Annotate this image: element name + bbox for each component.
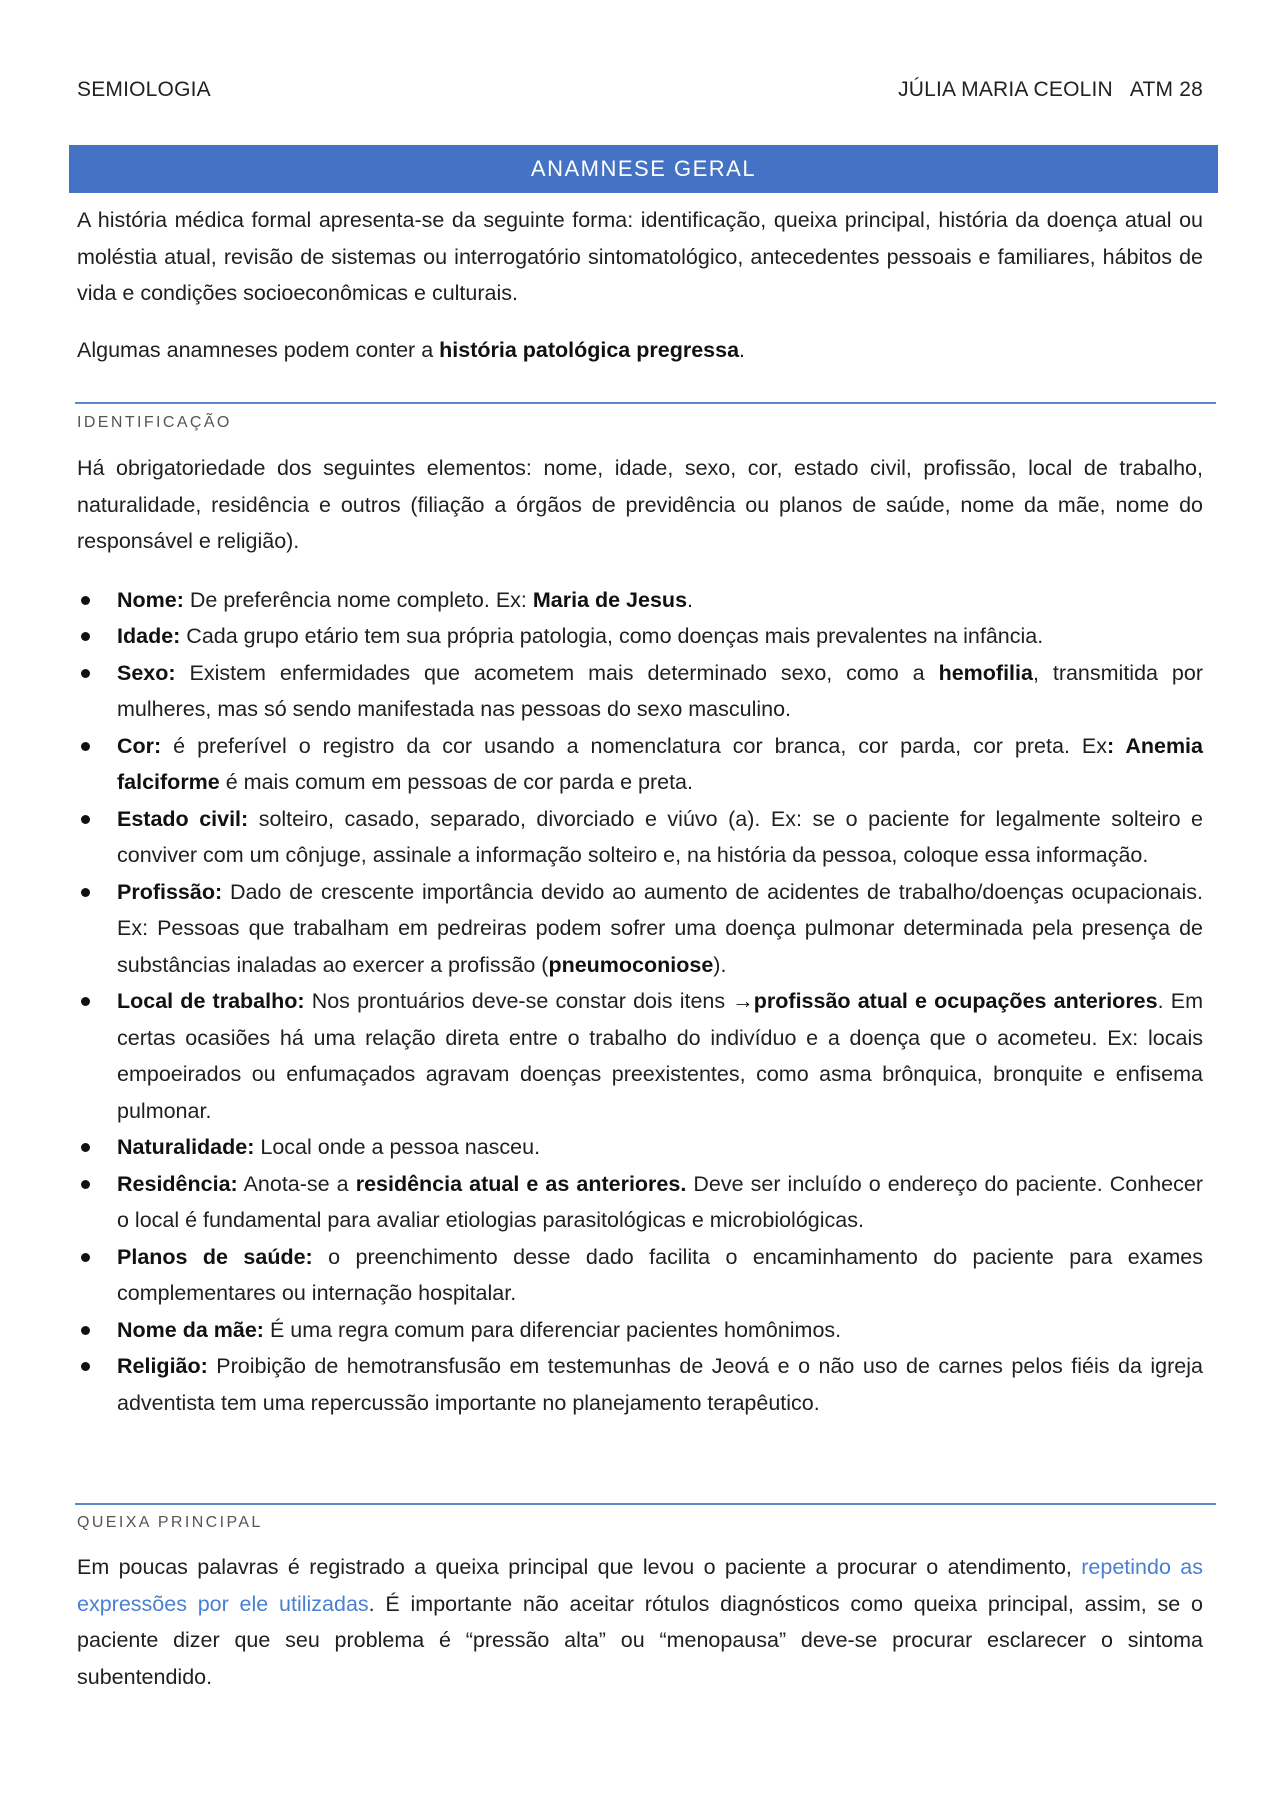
queixa-after: . É importante não aceitar rótulos diagnósticos como queixa principal, assim, se o paciente dizer que seu problema é “pressão alta” ou “menopausa” deve-se procurar esclarecer o sintoma subentendido. xyxy=(77,1591,1203,1689)
list-item-term: Nome da mãe: xyxy=(117,1317,264,1342)
header-course: SEMIOLOGIA xyxy=(77,78,211,101)
list-item-emphasis: pneumoconiose xyxy=(548,952,714,977)
section-divider xyxy=(75,402,1216,404)
list-item-emphasis: hemofilia xyxy=(938,660,1033,685)
bullet-icon xyxy=(81,596,90,605)
list-item-text: Anota-se a xyxy=(237,1171,356,1196)
bullet-icon xyxy=(81,1180,90,1189)
identificacao-intro: Há obrigatoriedade dos seguintes elementos: nome, idade, sexo, cor, estado civil, profissão, local de trabalho, naturalidade, residência e outros (filiação a órgãos de previdência ou planos de saúde, nome da mãe, nome do responsável e religião). xyxy=(77,456,1203,553)
list-item-emphasis: →profissão atual e ocupações anteriores xyxy=(732,989,1158,1013)
list-item xyxy=(77,655,1203,728)
list-item-text: ). xyxy=(713,952,727,977)
list-item-term: Planos de saúde: xyxy=(117,1244,313,1269)
section-divider xyxy=(75,1503,1216,1505)
bullet-icon xyxy=(81,888,90,897)
list-item-text: é mais comum em pessoas de cor parda e preta. xyxy=(219,770,693,794)
list-item-term: Residência: xyxy=(117,1171,238,1196)
list-item-text: Deve ser incluído o endereço do paciente. Conhecer o local é fundamental para avaliar etiologias parasitológicas e microbiológicas. xyxy=(117,1171,1203,1232)
bullet-icon xyxy=(81,1362,90,1371)
list-item-emphasis: Maria de Jesus xyxy=(532,587,688,612)
list-item xyxy=(77,582,1203,619)
list-item-term: Profissão: xyxy=(117,879,223,904)
bullet-icon xyxy=(81,997,90,1006)
list-item-term: Naturalidade: xyxy=(117,1135,255,1159)
list-item-text: , transmitida por mulheres, mas só sendo manifestada nas pessoas do sexo masculino. xyxy=(117,660,1203,721)
list-item-text: Dado de crescente importância devido ao aumento de acidentes de trabalho/doenças ocupacionais. Ex: Pessoas que trabalham em pedreiras podem sofrer uma doença pulmonar determinada pela presença de substâncias inaladas ao exercer a profissão ( xyxy=(117,879,1203,977)
queixa-before: Em poucas palavras é registrado a queixa principal que levou o paciente a procurar o atendimento, xyxy=(77,1555,1082,1579)
list-item-term: Religião: xyxy=(117,1354,208,1378)
list-item-term: Cor: xyxy=(117,733,162,758)
queixa-highlight: repetindo as expressões por ele utilizadas xyxy=(77,1555,1203,1616)
list-item xyxy=(77,1348,1203,1421)
list-item-text: É uma regra comum para diferenciar pacientes homônimos. xyxy=(263,1317,842,1342)
bullet-icon xyxy=(81,632,90,641)
bullet-icon xyxy=(81,1326,90,1335)
section-title-queixa: QUEIXA PRINCIPAL xyxy=(77,1514,263,1531)
queixa-section xyxy=(77,1549,1203,1695)
list-item xyxy=(77,618,1203,655)
list-item-text: solteiro, casado, separado, divorciado e viúvo (a). Ex: se o paciente for legalmente solteiro e conviver com um cônjuge, assinale a informação solteiro e, na história da pessoa, coloque essa informação. xyxy=(117,806,1203,867)
identificacao-section xyxy=(77,450,1203,1421)
section-title-identificacao: IDENTIFICAÇÃO xyxy=(77,414,232,431)
list-item xyxy=(77,1239,1203,1312)
identificacao-list xyxy=(77,582,1203,1422)
list-item-emphasis: residência atual e as anteriores. xyxy=(355,1171,687,1196)
page-title: ANAMNESE GERAL xyxy=(69,145,1218,193)
bullet-icon xyxy=(81,1143,90,1152)
list-item-text: Local onde a pessoa nasceu. xyxy=(254,1135,541,1159)
list-item-text: é preferível o registro da cor usando a nomenclatura cor branca, cor parda, cor preta. Ex xyxy=(161,733,1107,758)
bullet-icon xyxy=(81,1253,90,1262)
intro-section xyxy=(77,202,1203,368)
list-item-term: Sexo: xyxy=(117,660,176,685)
list-item-term: Idade: xyxy=(117,624,181,648)
list-item xyxy=(77,1129,1203,1166)
list-item-text: o preenchimento desse dado facilita o encaminhamento do paciente para exames complementares ou internação hospitalar. xyxy=(117,1244,1203,1305)
intro-p2-before: Algumas anamneses podem conter a xyxy=(77,337,440,362)
list-item xyxy=(77,983,1203,1129)
list-item-text: De preferência nome completo. Ex: xyxy=(183,587,533,612)
list-item-term: Local de trabalho: xyxy=(117,989,305,1013)
intro-paragraph-2 xyxy=(77,332,1203,369)
list-item-text: Cada grupo etário tem sua própria patologia, como doenças mais prevalentes na infância. xyxy=(180,624,1044,648)
list-item-term: Nome: xyxy=(117,587,184,612)
list-item-term: Estado civil: xyxy=(117,806,249,831)
list-item xyxy=(77,801,1203,874)
header-author: JÚLIA MARIA CEOLIN ATM 28 xyxy=(898,78,1203,101)
bullet-icon xyxy=(81,669,90,678)
list-item-text: Nos prontuários deve-se constar dois itens xyxy=(304,989,733,1013)
list-item xyxy=(77,1166,1203,1239)
intro-p2-bold: história patológica pregressa xyxy=(439,337,740,362)
page-header xyxy=(77,78,1203,108)
list-item xyxy=(77,874,1203,984)
list-item-text: . xyxy=(687,587,694,612)
bullet-icon xyxy=(81,742,90,751)
list-item-text: . Em certas ocasiões há uma relação direta entre o trabalho do indivíduo e a doença que o acometeu. Ex: locais empoeirados ou enfumaçados agravam doenças preexistentes, como asma brônquica, bronquite e enfisema pulmonar. xyxy=(117,989,1203,1123)
queixa-paragraph xyxy=(77,1549,1203,1695)
intro-p2-after: . xyxy=(739,337,746,362)
list-item-text: Existem enfermidades que acometem mais determinado sexo, como a xyxy=(175,660,939,685)
list-item-emphasis: : Anemia falciforme xyxy=(117,733,1203,794)
list-item-text: Proibição de hemotransfusão em testemunhas de Jeová e o não uso de carnes pelos fiéis da igreja adventista tem uma repercussão importante no planejamento terapêutico. xyxy=(117,1354,1203,1415)
bullet-icon xyxy=(81,815,90,824)
intro-paragraph: A história médica formal apresenta-se da seguinte forma: identificação, queixa principal, história da doença atual ou moléstia atual, revisão de sistemas ou interrogatório sintomatológico, antecedentes pessoais e familiares, hábitos de vida e condições socioeconômicas e culturais. xyxy=(77,208,1203,305)
list-item xyxy=(77,728,1203,801)
list-item xyxy=(77,1312,1203,1349)
